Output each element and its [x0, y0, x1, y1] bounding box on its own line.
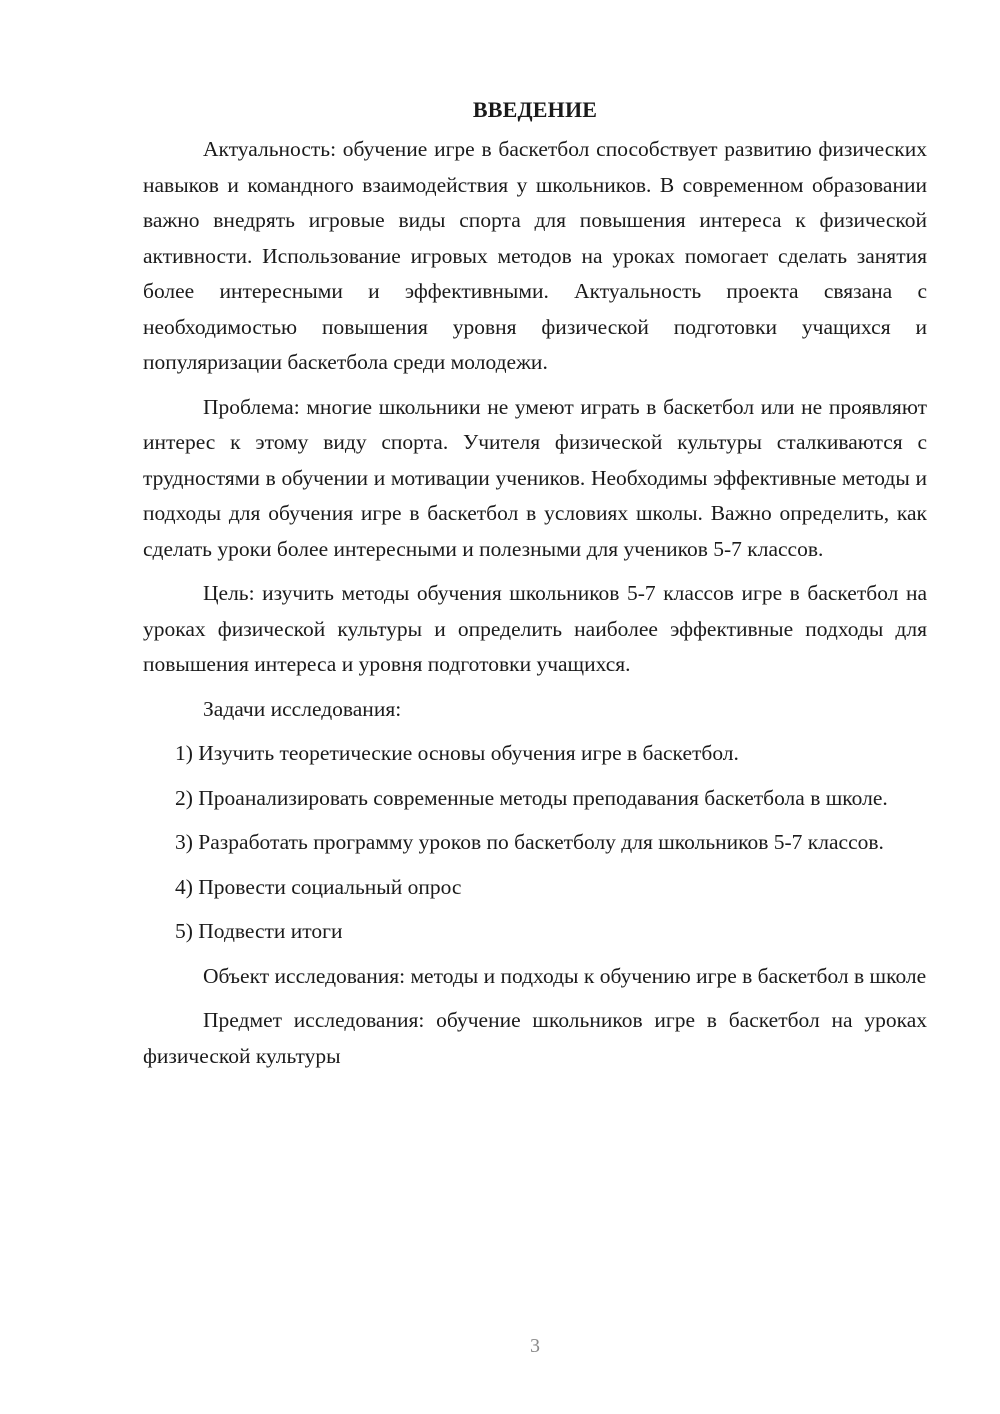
section-title: ВВЕДЕНИЕ — [472, 97, 598, 122]
task-item-4: 4) Провести социальный опрос — [175, 874, 462, 899]
task-item-1: 1) Изучить теоретические основы обучения игре в баскетбол. — [175, 741, 739, 765]
paragraph-subject: Предмет исследования: обучение школьников игре в баскетбол на уроках физической культуры — [143, 1008, 927, 1068]
tasks-heading: Задачи исследования: — [203, 696, 402, 721]
page-content — [143, 92, 927, 1083]
paragraph-relevance: Актуальность: обучение игре в баскетбол способствует развитию физических навыков и командного взаимодействия у школьников. В современном образовании важно внедрять игровые виды спорта для повышения интереса к физической активности. Использование игровых методов на уроках помогает сделать занятия более интересными и эффективными. Актуальность проекта связана с необходимостью повышения уровня физической подготовки учащихся и популяризации баскетбола среди молодежи. — [143, 137, 927, 374]
paragraph-object: Объект исследования: методы и подходы к обучению игре в баскетбол в школе — [203, 963, 927, 988]
task-item-2: 2) Проанализировать современные методы преподавания баскетбола в школе. — [175, 785, 888, 810]
paragraph-goal: Цель: изучить методы обучения школьников 5-7 классов игре в баскетбол на уроках физической культуры и определить наиболее эффективные подходы для повышения интереса и уровня подготовки учащихся. — [143, 581, 927, 676]
page-number: 3 — [530, 1335, 540, 1357]
paragraph-problem: Проблема: многие школьники не умеют играть в баскетбол или не проявляют интерес к этому виду спорта. Учителя физической культуры сталкиваются с трудностями в обучении и мотивации учеников. Необходимы эффективные методы и подходы для обучения игре в баскетбол в условиях школы. Важно определить, как сделать уроки более интересными и полезными для учеников 5-7 классов. — [143, 394, 927, 561]
task-item-3: 3) Разработать программу уроков по баскетболу для школьников 5-7 классов. — [175, 830, 884, 854]
task-item-5: 5) Подвести итоги — [175, 919, 343, 943]
